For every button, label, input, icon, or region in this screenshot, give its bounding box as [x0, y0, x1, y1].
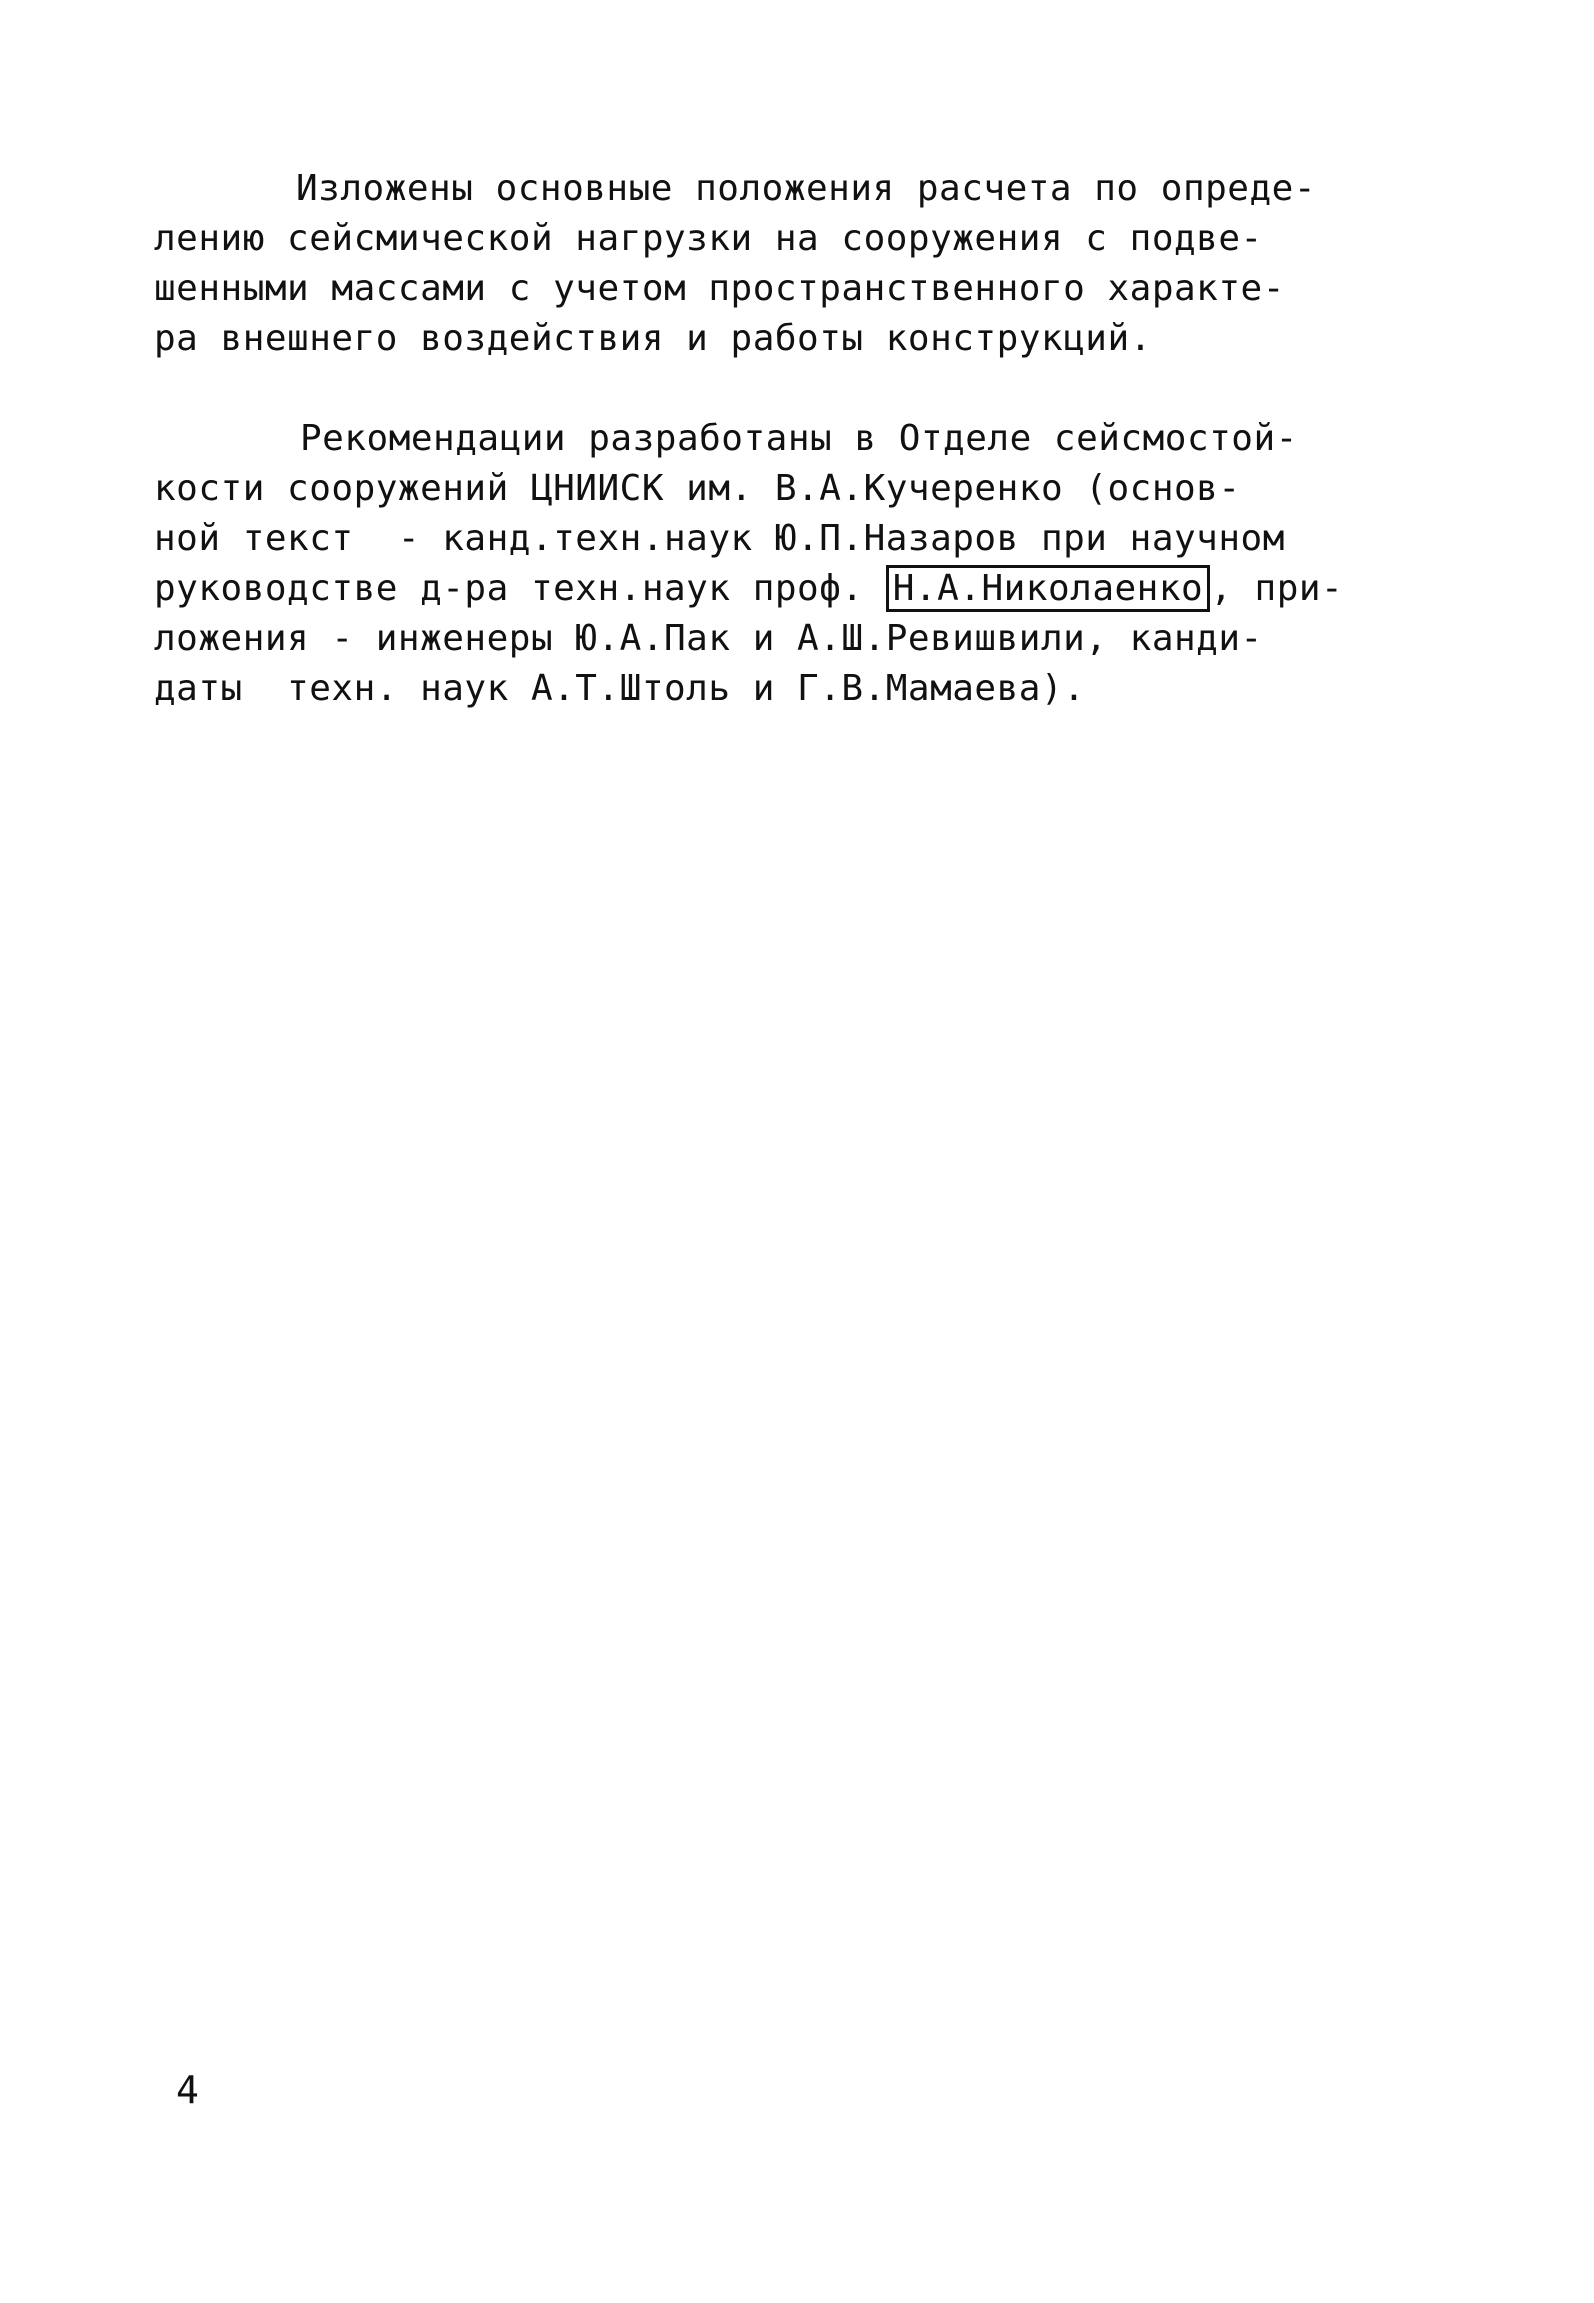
page-number: 4 — [176, 2068, 199, 2112]
text-line: даты техн. наук А.Т.Штоль и Г.В.Мамаева). — [154, 668, 1086, 709]
text-line-with-boxed-name — [154, 568, 1343, 610]
text-line: лению сейсмической нагрузки на сооружения с подве- — [154, 218, 1263, 259]
boxed-name: Н.А.Николаенко — [886, 565, 1210, 612]
text-line: ложения - инженеры Ю.А.Пак и А.Ш.Ревишвили, канди- — [154, 618, 1263, 659]
text-segment: руководстве д-ра техн.наук проф. — [154, 568, 886, 609]
text-line: ра внешнего воздействия и работы конструкций. — [154, 318, 1152, 359]
text-line: ной текст - канд.техн.наук Ю.П.Назаров при научном — [154, 518, 1285, 559]
text-line: Изложены основные положения расчета по опреде- — [296, 168, 1316, 209]
text-line: кости сооружений ЦНИИСК им. В.А.Кучеренко (основ- — [154, 468, 1241, 509]
text-segment: , при- — [1210, 568, 1344, 609]
text-line: шенными массами с учетом пространственного характе- — [154, 268, 1285, 309]
text-line: Рекомендации разработаны в Отделе сейсмостой- — [300, 418, 1298, 459]
